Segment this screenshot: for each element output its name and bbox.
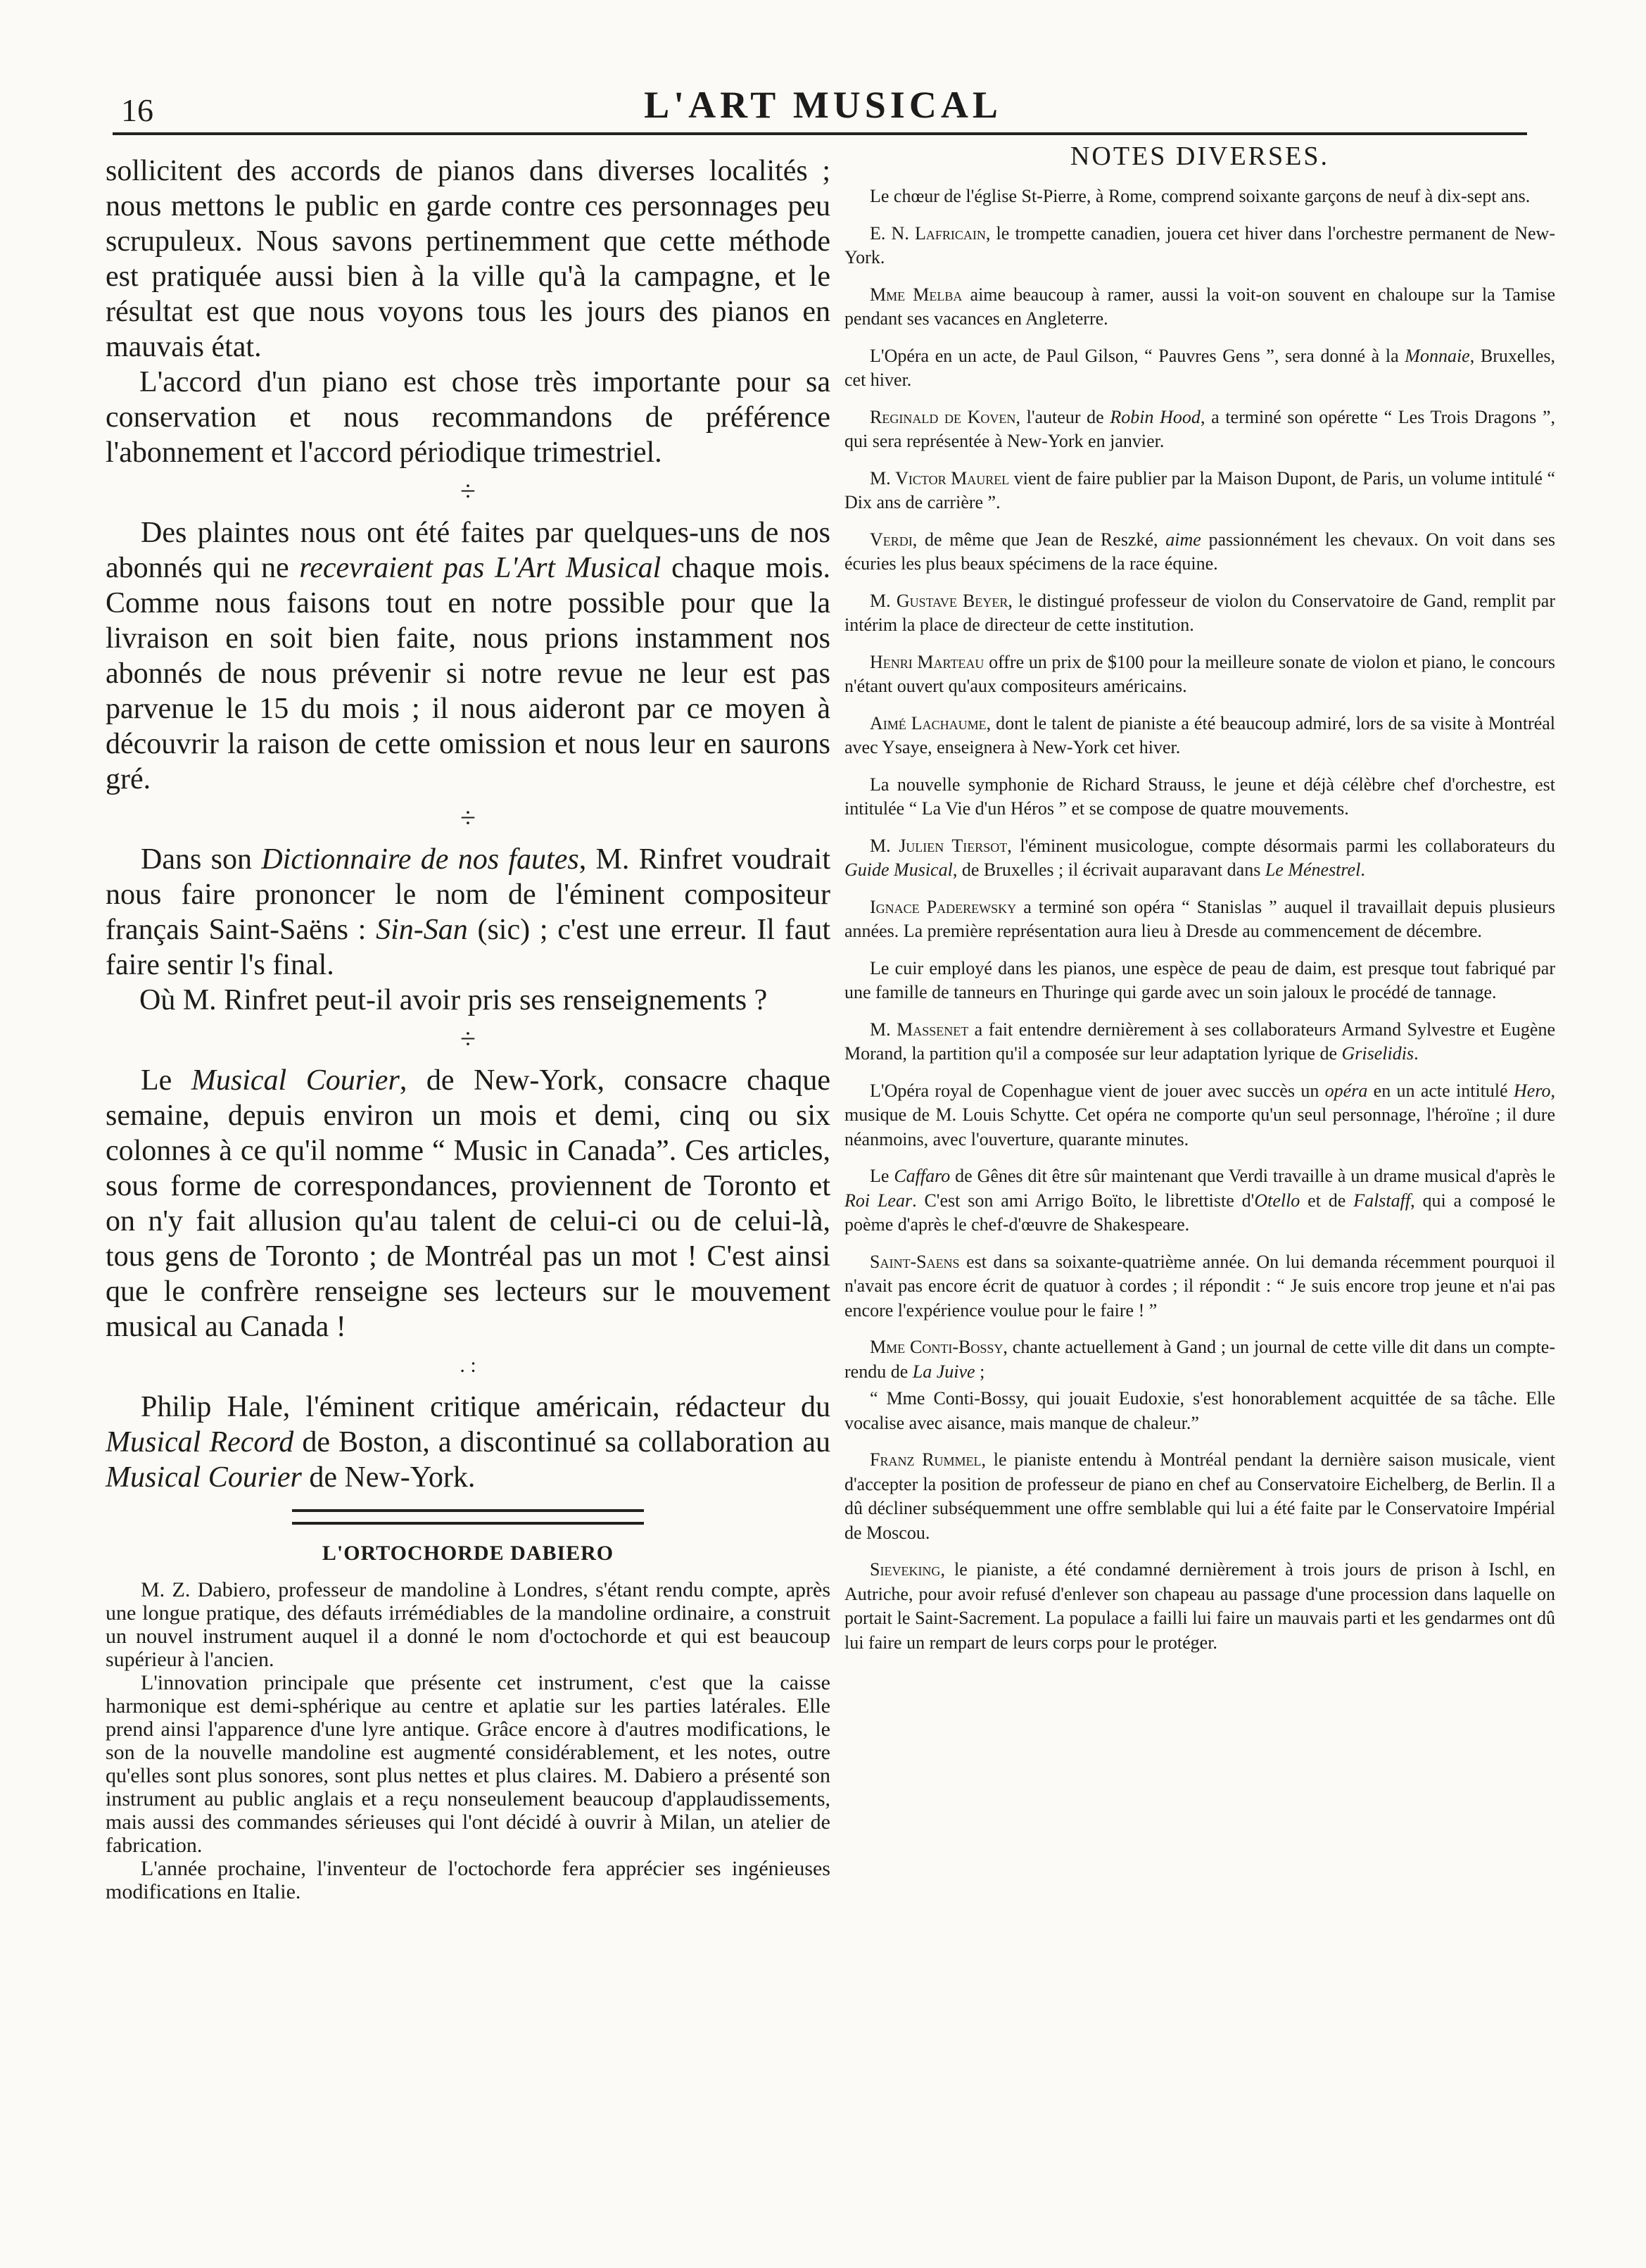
double-rule bbox=[292, 1509, 644, 1525]
note: Verdi, de même que Jean de Reszké, aime passionnément les chevaux. On voit dans ses écuries les plus beaux spécimens de la race équine. bbox=[844, 529, 1555, 574]
header-rule bbox=[113, 132, 1527, 135]
note: Saint-Saens est dans sa soixante-quatrième année. On lui demanda récemment pourquoi il n'avait pas encore écrit de quatuor à cordes ; il répondit : “ Je suis encore trop jeune et n'ai pas encore l'expérience voulue pour le faire ! ” bbox=[844, 1251, 1555, 1321]
notes-title: NOTES DIVERSES. bbox=[1070, 141, 1330, 171]
note: Ignace Paderewsky a terminé son opéra “ Stanislas ” auquel il travaillait depuis plusieurs années. La première représentation aura lieu à Dresde au commencement de décembre. bbox=[844, 896, 1556, 941]
note: M. Victor Maurel vient de faire publier par la Maison Dupont, de Paris, un volume intitulé “ Dix ans de carrière ”. bbox=[844, 467, 1555, 512]
paragraph: Philip Hale, l'éminent critique américain, rédacteur du Musical Record de Boston, a discontinué sa collaboration au Musical Courier de New-York. bbox=[106, 1391, 830, 1494]
note: Franz Rummel, le pianiste entendu à Montréal pendant la dernière saison musicale, vient d'accepter la position de professeur de piano en chef au Conservatoire Eichelberg, de Berlin. Il a dû décliner subséquemment une offre semblable qui lui a été faite par le Conservatoire Impérial de Moscou. bbox=[844, 1449, 1556, 1543]
right-column bbox=[844, 141, 1555, 1668]
note: Aimé Lachaume, dont le talent de pianiste a été beaucoup admiré, lors de sa visite à Montréal avec Ysaye, enseignera à New-York cet hiver. bbox=[844, 712, 1556, 757]
paragraph: Des plaintes nous ont été faites par quelques-uns de nos abonnés qui ne recevraient pas L'Art Musical chaque mois. Comme nous faisons tout en notre possible pour que la livraison en soit bien faite, nous prions instamment nos abonnés de nous prévenir si notre revue ne leur est pas parvenue le 15 du mois ; il nous aideront par ce moyen à découvrir la raison de cette omission et nous leur en saurons gré. bbox=[106, 517, 831, 795]
note: L'Opéra en un acte, de Paul Gilson, “ Pauvres Gens ”, sera donné à la Monnaie, Bruxelles, cet hiver. bbox=[844, 345, 1555, 390]
note: M. Julien Tiersot, l'éminent musicologue, compte désormais parmi les collaborateurs du Guide Musical, de Bruxelles ; il écrivait auparavant dans Le Ménestrel. bbox=[844, 835, 1555, 880]
note: Le cuir employé dans les pianos, une espèce de peau de daim, est presque tout fabriqué par une famille de tanneurs en Thuringe qui garde avec un soin jaloux le procédé de tannage. bbox=[844, 957, 1555, 1002]
note: E. N. Lafricain, le trompette canadien, jouera cet hiver dans l'orchestre permanent de New-York. bbox=[844, 222, 1555, 267]
paragraph: Où M. Rinfret peut-il avoir pris ses renseignements ? bbox=[139, 984, 768, 1016]
note: Mme Conti-Bossy, chante actuellement à Gand ; un journal de cette ville dit dans un compte-rendu de La Juive ; bbox=[844, 1337, 1556, 1382]
paragraph: M. Z. Dabiero, professeur de mandoline à Londres, s'étant rendu compte, après une longue pratique, des défauts irrémédiables de la mandoline ordinaire, a construit un nouvel instrument auquel il a donné le nom d'octochorde et qui est beaucoup supérieur à l'ancien. bbox=[106, 1578, 830, 1671]
note: Reginald de Koven, l'auteur de Robin Hood, a terminé son opérette “ Les Trois Dragons ”, qui sera représentée à New-York en janvier. bbox=[844, 406, 1555, 451]
note: La nouvelle symphonie de Richard Strauss, le jeune et déjà célèbre chef d'orchestre, est intitulée “ La Vie d'un Héros ” et se compose de quatre mouvements. bbox=[844, 774, 1555, 819]
note: M. Massenet a fait entendre dernièrement à ses collaborateurs Armand Sylvestre et Eugène Morand, la partition qu'il a composée sur leur adaptation lyrique de Griselidis. bbox=[844, 1019, 1556, 1064]
note: Henri Marteau offre un prix de $100 pour la meilleure sonate de violon et piano, le concours n'étant ouvert qu'aux compositeurs américains. bbox=[844, 651, 1555, 696]
paragraph: L'année prochaine, l'inventeur de l'octochorde fera apprécier ses ingénieuses modifications en Italie. bbox=[106, 1857, 830, 1903]
masthead: L'ART MUSICAL bbox=[644, 84, 1002, 126]
separator-dots: . : bbox=[460, 1354, 476, 1377]
note: Le chœur de l'église St-Pierre, à Rome, comprend soixante garçons de neuf à dix-sept ans. bbox=[870, 186, 1531, 206]
note: Sieveking, le pianiste, a été condamné dernièrement à trois jours de prison à Ischl, en Autriche, pour avoir refusé d'enlever son chapeau au passage d'une procession dans laquelle on portait le Saint-Sacrement. La populace a failli lui faire un mauvais parti et les gendarmes ont dû lui faire un rempart de leurs corps pour le protéger. bbox=[844, 1559, 1555, 1653]
note: “ Mme Conti-Bossy, qui jouait Eudoxie, s'est honorablement acquittée de sa tâche. Elle vocalise avec aisance, mais manque de chaleur.” bbox=[844, 1388, 1555, 1433]
left-column bbox=[106, 153, 830, 1903]
paragraph: L'innovation principale que présente cet instrument, c'est que la caisse harmonique est demi-sphérique au centre et aplatie sur les parties latérales. Elle prend ainsi l'apparence d'une lyre antique. Grâce encore à d'autres modifications, le son de la nouvelle mandoline est augmenté considérablement, et les notes, outre qu'elles sont plus sonores, sont plus nettes et plus claires. M. Dabiero a présenté son instrument au public anglais et a reçu nonseulement beaucoup d'applaudissements, mais aussi des commandes sérieuses qui l'ont décidé à ouvrir à Milan, un atelier de fabrication. bbox=[106, 1671, 830, 1857]
paragraph: Le Musical Courier, de New-York, consacre chaque semaine, depuis environ un mois et demi, cinq ou six colonnes à ce qu'il nomme “ Music in Canada”. Ces articles, sous forme de correspondances, proviennent de Toronto et on n'y fait allusion qu'au talent de celui-ci ou de celui-là, tous gens de Toronto ; de Montréal pas un mot ! C'est ainsi que le confrère renseigne ses lecteurs sur le mouvement musical au Canada ! bbox=[106, 1064, 831, 1343]
separator: ÷ bbox=[460, 802, 476, 833]
note: Mme Melba aime beaucoup à ramer, aussi la voit-on souvent en chaloupe sur la Tamise pendant ses vacances en Angleterre. bbox=[844, 284, 1556, 329]
page-number: 16 bbox=[121, 92, 153, 128]
separator: ÷ bbox=[460, 1023, 476, 1054]
separator: ÷ bbox=[460, 475, 476, 507]
paragraph: L'accord d'un piano est chose très importante pour sa conservation et nous recommandons de préférence l'abonnement et l'accord périodique trimestriel. bbox=[106, 366, 830, 469]
note: L'Opéra royal de Copenhague vient de jouer avec succès un opéra en un acte intitulé Hero, musique de M. Louis Schytte. Cet opéra ne comporte qu'un seul personnage, l'héroïne ; il dure néanmoins, avec l'ouverture, quarante minutes. bbox=[844, 1080, 1555, 1149]
paragraph: Dans son Dictionnaire de nos fautes, M. Rinfret voudrait nous faire prononcer le nom de l'éminent compositeur français Saint-Saëns : Sin-San (sic) ; c'est une erreur. Il faut faire sentir l's final. bbox=[106, 843, 830, 981]
note: M. Gustave Beyer, le distingué professeur de violon du Conservatoire de Gand, remplit par intérim la place de directeur de cette institution. bbox=[844, 590, 1555, 635]
section-title: L'ORTOCHORDE DABIERO bbox=[322, 1542, 614, 1565]
note: Le Caffaro de Gênes dit être sûr maintenant que Verdi travaille à un drame musical d'après le Roi Lear. C'est son ami Arrigo Boïto, le librettiste d'Otello et de Falstaff, qui a composé le poème d'après le chef-d'œuvre de Shakespeare. bbox=[844, 1166, 1556, 1235]
paragraph: sollicitent des accords de pianos dans diverses localités ; nous mettons le public en garde contre ces personnages peu scrupuleux. Nous savons pertinemment que cette méthode est pratiquée aussi bien à la ville qu'à la campagne, et le résultat est que nous voyons tous les jours des pianos en mauvais état. bbox=[106, 155, 830, 363]
